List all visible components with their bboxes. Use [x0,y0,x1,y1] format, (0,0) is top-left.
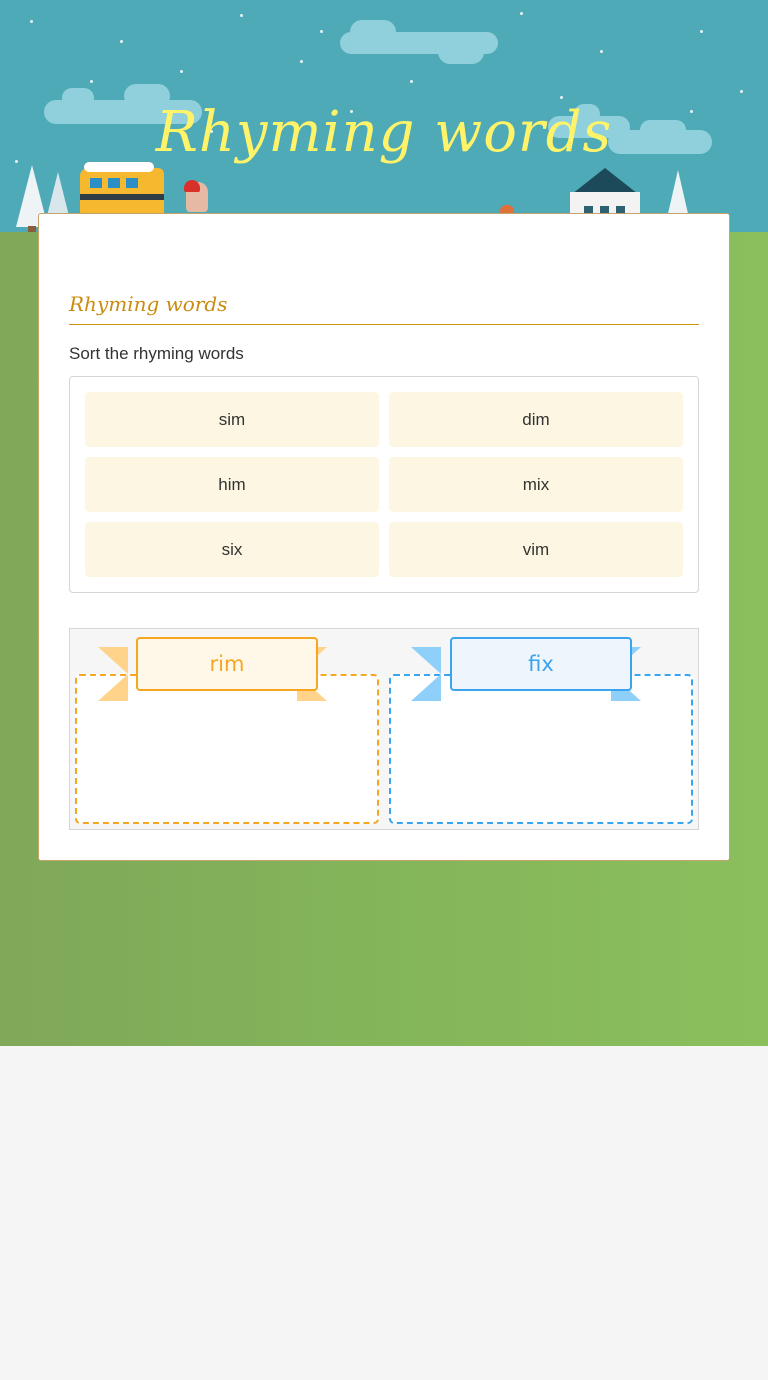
tree-icon [667,170,689,218]
word-tile[interactable]: sim [85,392,379,447]
word-tile[interactable]: mix [389,457,683,512]
word-tile[interactable]: him [85,457,379,512]
sorting-area [69,628,699,830]
snowflake [120,40,123,43]
category-label-rim: rim [136,637,318,691]
word-bank [69,376,699,593]
snowflake [90,80,93,83]
section-title: Rhyming words [69,292,699,325]
bus-window [108,178,120,188]
category-label-fix: fix [450,637,632,691]
word-tile[interactable]: vim [389,522,683,577]
page-title: Rhyming words [155,100,613,165]
cloud [438,40,484,64]
snowflake [240,14,243,17]
snowflake [410,80,413,83]
snowflake [30,20,33,23]
house-roof [572,168,638,194]
word-tile[interactable]: six [85,522,379,577]
snowflake [180,70,183,73]
page-footer-area [0,1046,768,1380]
bus-stripe [80,194,164,200]
snowflake [700,30,703,33]
instruction-text: Sort the rhyming words [69,344,244,363]
cloud [350,20,396,44]
bus-icon [80,168,164,216]
worksheet-card [38,213,730,861]
snowflake [600,50,603,53]
bus-window [90,178,102,188]
ribbon-left-tail [411,647,441,701]
snowflake [320,30,323,33]
snowflake [740,90,743,93]
snowflake [300,60,303,63]
ribbon-left-tail [98,647,128,701]
bus-window [126,178,138,188]
snowflake [560,96,563,99]
santa-hat-icon [184,180,200,192]
word-tile[interactable]: dim [389,392,683,447]
snowflake [520,12,523,15]
